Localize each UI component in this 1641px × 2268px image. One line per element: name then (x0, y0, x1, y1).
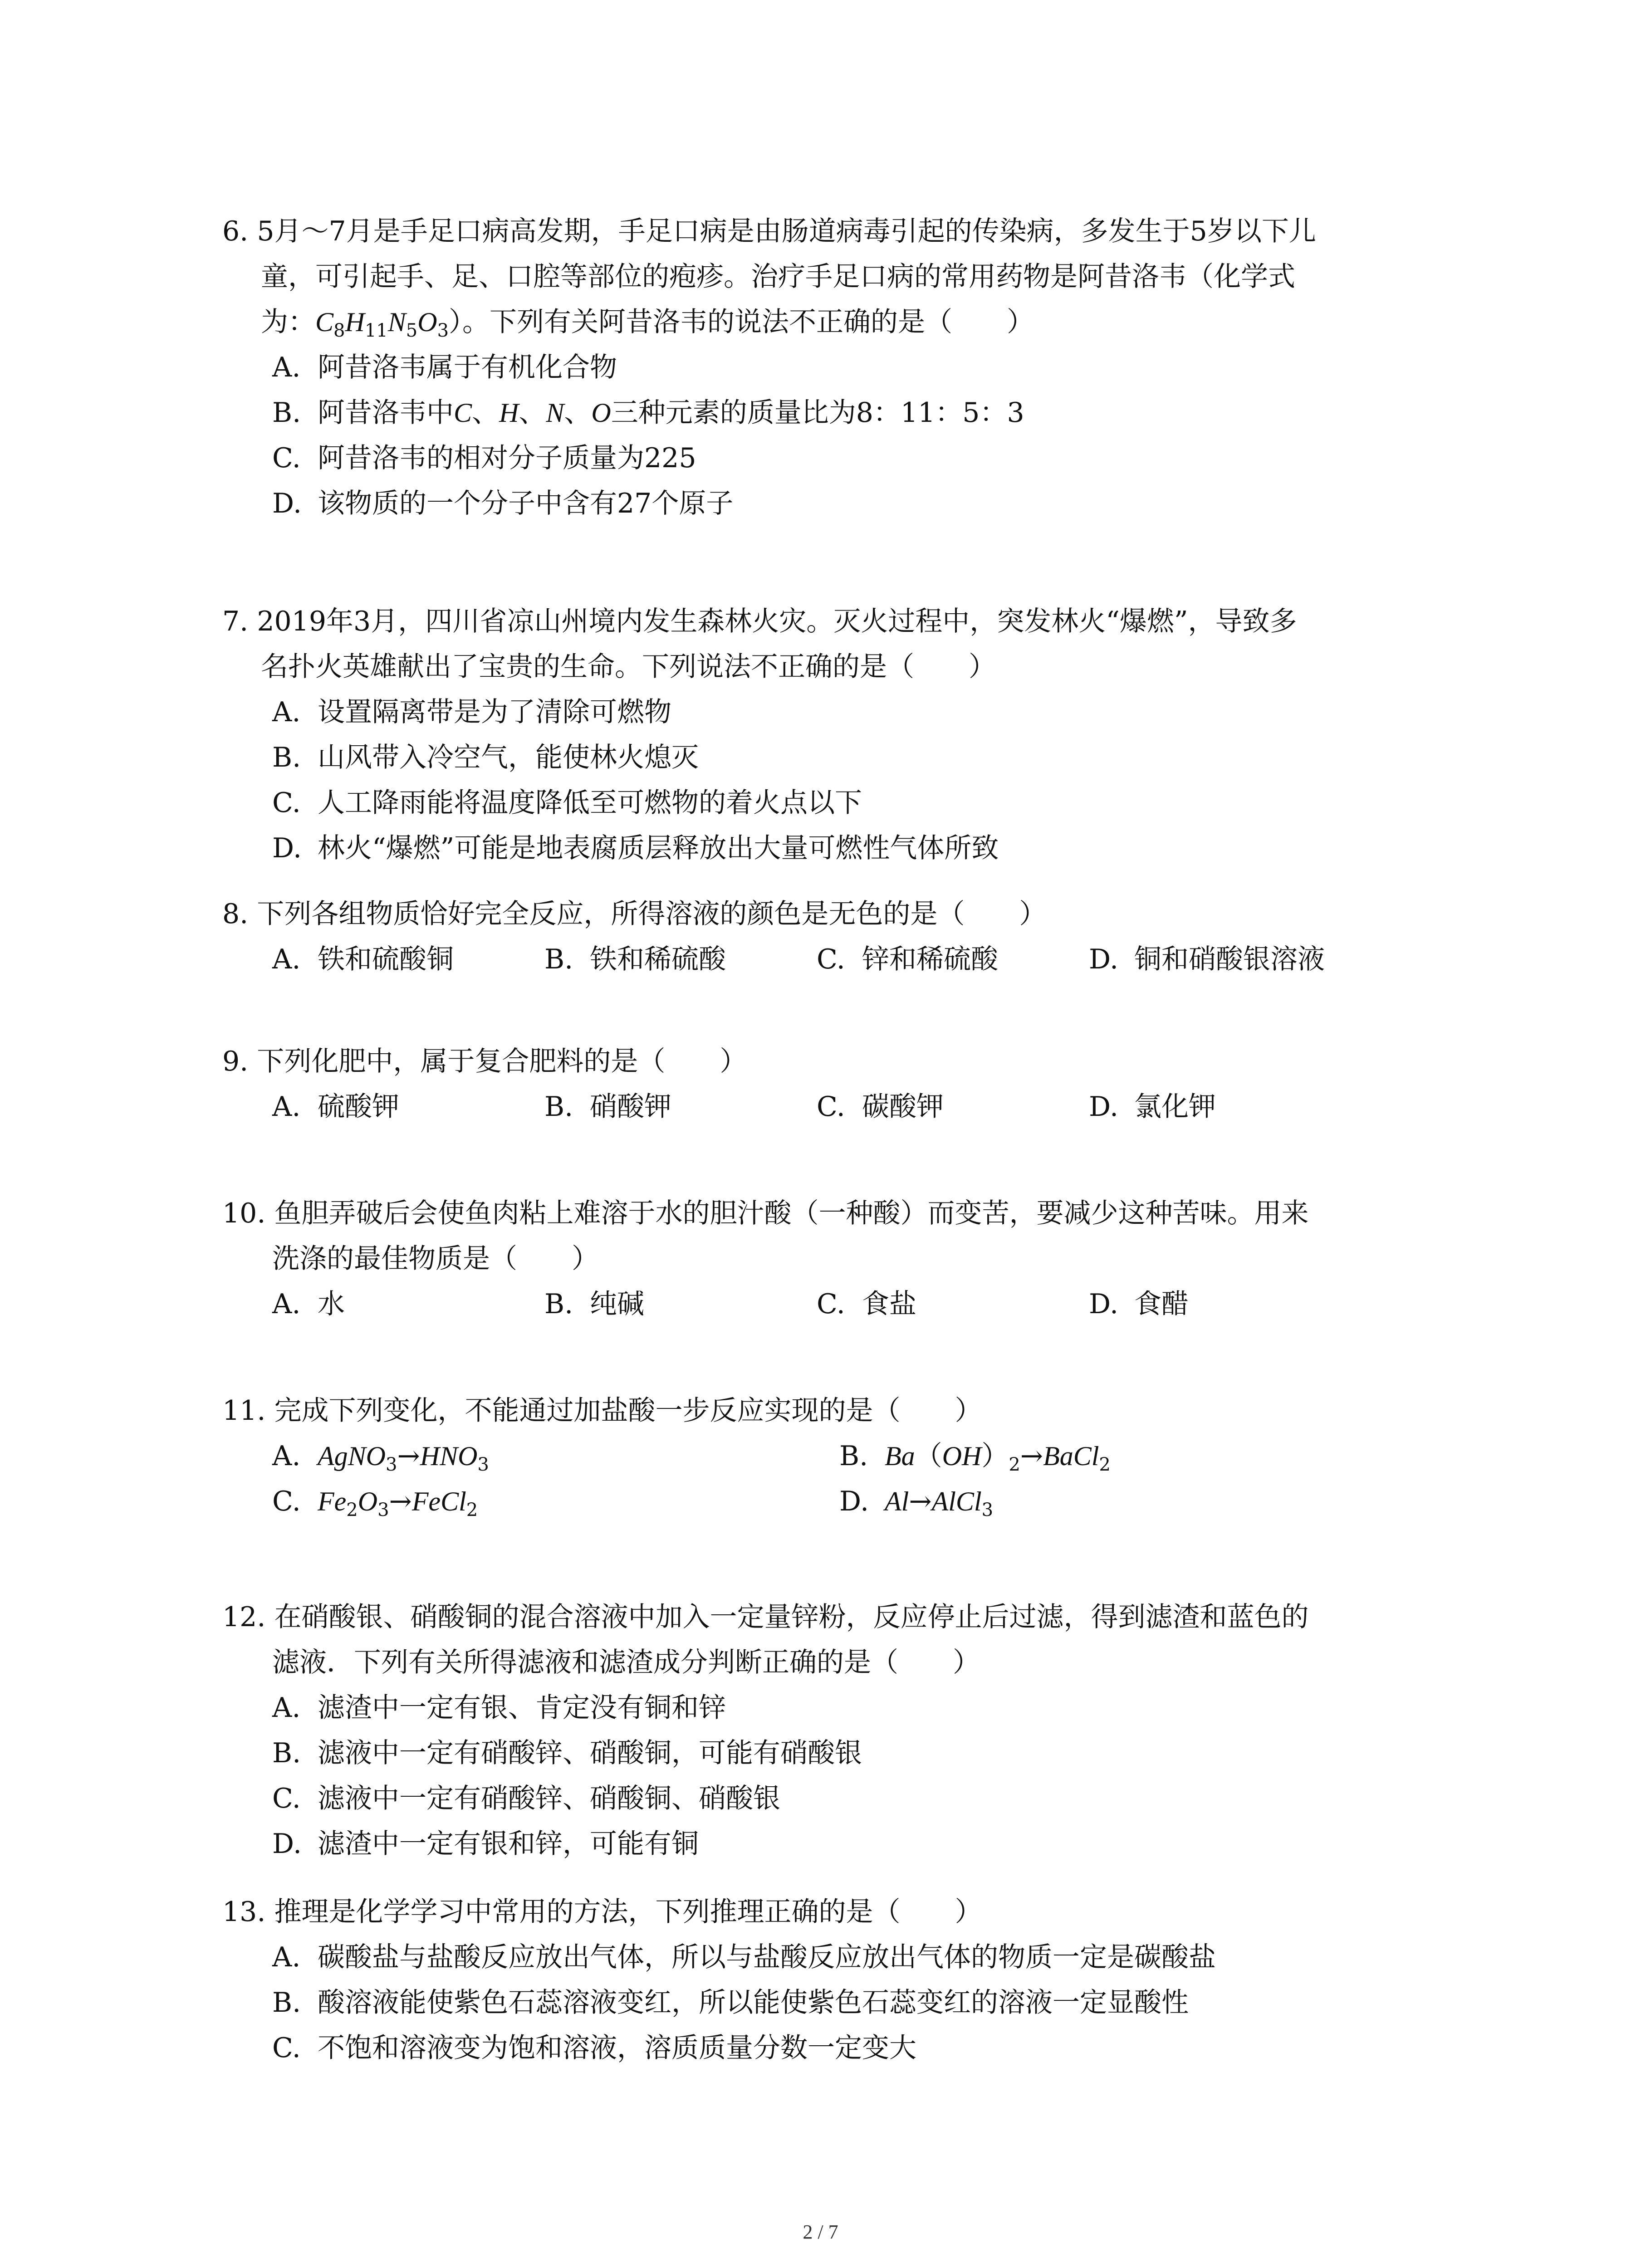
option-label: D. (1089, 1091, 1119, 1123)
stem-line (222, 299, 1447, 345)
question-1 (222, 599, 1447, 871)
option-a (272, 1433, 839, 1479)
stem-text: 在硝酸银、硝酸铜的混合溶液中加入一定量锌粉，反应停止后过滤，得到滤渣和蓝色的 (274, 1601, 1309, 1633)
question-number: 12. (222, 1601, 274, 1633)
option-text: 食盐 (862, 1288, 916, 1320)
option-row (272, 1433, 1447, 1479)
option-row (272, 1479, 1447, 1524)
option-label: C. (272, 1783, 301, 1814)
option-label: A. (272, 1692, 301, 1724)
question-0 (222, 209, 1447, 526)
option-text: 不饱和溶液变为饱和溶液，溶质质量分数一定变大 (318, 2032, 916, 2064)
option-label: C. (272, 442, 301, 474)
stem-line (222, 891, 1447, 937)
question-number: 6. (222, 215, 257, 247)
stem-line (222, 1594, 1447, 1640)
page-number: 2 / 7 (803, 2221, 838, 2243)
option-text: $Ba(OH)_2\to BaCl_2$ (885, 1440, 1111, 1475)
option-d (1089, 1281, 1361, 1327)
option-c (272, 1776, 1447, 1821)
option-list (222, 689, 1447, 871)
option-text: 铁和硫酸铜 (318, 943, 454, 975)
option-label: D. (272, 832, 302, 864)
question-stem (222, 1889, 1447, 1935)
question-stem (222, 1191, 1447, 1281)
option-b (272, 1980, 1447, 2025)
option-a (272, 1281, 544, 1327)
option-label: A. (272, 1941, 301, 1973)
option-a (272, 937, 544, 982)
option-text: 酸溶液能使紫色石蕊溶液变红，所以能使紫色石蕊变红的溶液一定显酸性 (318, 1987, 1189, 2019)
option-text: 锌和稀硫酸 (862, 943, 998, 975)
option-text: 水 (318, 1288, 345, 1320)
question-number: 8. (222, 898, 257, 930)
question-6 (222, 1594, 1447, 1867)
option-c (817, 1281, 1089, 1327)
option-row (272, 1084, 1447, 1129)
stem-text: 童，可引起手、足、口腔等部位的疱疹。治疗手足口病的常用药物是阿昔洛韦（化学式 (261, 261, 1295, 293)
question-2 (222, 891, 1447, 982)
option-label: C. (272, 2032, 301, 2064)
option-text: 硝酸钾 (590, 1091, 671, 1123)
option-text: 滤液中一定有硝酸锌、硝酸铜，可能有硝酸银 (318, 1737, 862, 1769)
option-label: B. (544, 1091, 573, 1123)
stem-line (222, 209, 1447, 254)
question-stem (222, 599, 1447, 689)
option-text: 阿昔洛韦中C、H、N、O三种元素的质量比为8：11：5：3 (318, 397, 1024, 429)
option-d (1089, 1084, 1361, 1129)
question-stem (222, 891, 1447, 937)
question-stem (222, 1039, 1447, 1084)
option-d (839, 1479, 1406, 1524)
option-label: A. (272, 1288, 301, 1320)
option-a (272, 689, 1447, 735)
option-c (272, 2025, 1447, 2071)
option-d (272, 1821, 1447, 1867)
option-text: 林火“爆燃”可能是地表腐质层释放出大量可燃性气体所致 (318, 832, 999, 864)
option-b (272, 390, 1447, 435)
question-number: 9. (222, 1046, 257, 1077)
question-5 (222, 1388, 1447, 1524)
stem-text: 下列化肥中，属于复合肥料的是（ ） (257, 1046, 747, 1077)
option-list (222, 1935, 1447, 2071)
option-label: A. (272, 1091, 301, 1123)
stem-line (222, 1640, 1447, 1685)
option-list (222, 345, 1447, 526)
stem-text: 洗涤的最佳物质是（ ） (272, 1243, 599, 1275)
option-label: B. (272, 1987, 301, 2019)
option-label: A. (272, 352, 301, 383)
option-text: Al→AlCl$_3$ (885, 1486, 994, 1520)
stem-line (222, 1889, 1447, 1935)
option-list (222, 937, 1447, 982)
option-c (272, 780, 1447, 826)
stem-line (222, 644, 1447, 689)
option-c (272, 435, 1447, 481)
option-text: $Fe_2O_3\to FeCl_2$ (318, 1486, 478, 1520)
question-4 (222, 1191, 1447, 1327)
option-label: A. (272, 943, 301, 975)
question-stem (222, 209, 1447, 345)
option-label: B. (272, 397, 301, 429)
option-a (272, 1685, 1447, 1730)
option-label: A. (272, 1440, 301, 1472)
option-text: 硫酸钾 (318, 1091, 399, 1123)
option-list (222, 1084, 1447, 1129)
option-text: 该物质的一个分子中含有27个原子 (318, 488, 734, 519)
option-label: C. (272, 1486, 301, 1517)
option-text: 设置隔离带是为了清除可燃物 (318, 696, 671, 728)
question-number: 10. (222, 1198, 274, 1229)
stem-text: 推理是化学学习中常用的方法，下列推理正确的是（ ） (274, 1896, 982, 1928)
option-text: 碳酸钾 (862, 1091, 944, 1123)
option-d (272, 481, 1447, 526)
option-text: 滤液中一定有硝酸锌、硝酸铜、硝酸银 (318, 1783, 780, 1814)
stem-line (222, 254, 1447, 299)
option-text: 人工降雨能将温度降低至可燃物的着火点以下 (318, 787, 862, 819)
option-d (1089, 937, 1361, 982)
stem-text: 2019年3月，四川省凉山州境内发生森林火灾。灭火过程中，突发林火“爆燃”，导致多 (257, 606, 1297, 637)
option-a (272, 1935, 1447, 1980)
question-number: 7. (222, 606, 257, 637)
option-b (272, 735, 1447, 780)
option-text: 纯碱 (590, 1288, 644, 1320)
option-label: B. (272, 742, 301, 773)
stem-text: 滤液．下列有关所得滤液和滤渣成分判断正确的是（ ） (272, 1647, 980, 1678)
option-text: 滤渣中一定有银、肯定没有铜和锌 (318, 1692, 726, 1724)
option-label: A. (272, 696, 301, 728)
option-text: 食醋 (1134, 1288, 1189, 1320)
stem-text: 鱼胆弄破后会使鱼肉粘上难溶于水的胆汁酸（一种酸）而变苦，要减少这种苦味。用来 (274, 1198, 1309, 1229)
option-label: C. (817, 943, 845, 975)
question-stem (222, 1594, 1447, 1685)
option-b (544, 1084, 817, 1129)
option-b (544, 1281, 817, 1327)
question-number: 13. (222, 1896, 274, 1928)
option-d (272, 826, 1447, 871)
option-c (817, 937, 1089, 982)
stem-line (222, 1388, 1447, 1433)
stem-line (222, 1236, 1447, 1281)
stem-text: 下列各组物质恰好完全反应，所得溶液的颜色是无色的是（ ） (257, 898, 1047, 930)
option-b (544, 937, 817, 982)
option-label: C. (817, 1091, 845, 1123)
option-label: C. (817, 1288, 845, 1320)
stem-text: 5月～7月是手足口病高发期，手足口病是由肠道病毒引起的传染病，多发生于5岁以下儿 (257, 215, 1316, 247)
option-list (222, 1433, 1447, 1524)
stem-text: 名扑火英雄献出了宝贵的生命。下列说法不正确的是（ ） (261, 651, 996, 683)
option-text: 山风带入冷空气，能使林火熄灭 (318, 742, 699, 773)
stem-line (222, 1039, 1447, 1084)
option-text: 铁和稀硫酸 (590, 943, 726, 975)
option-label: B. (544, 943, 573, 975)
option-b (839, 1433, 1406, 1479)
option-label: B. (839, 1440, 868, 1472)
option-row (272, 1281, 1447, 1327)
option-text: 铜和硝酸银溶液 (1134, 943, 1325, 975)
option-b (272, 1730, 1447, 1776)
question-7 (222, 1889, 1447, 2071)
option-label: D. (272, 1828, 302, 1860)
option-text: 碳酸盐与盐酸反应放出气体，所以与盐酸反应放出气体的物质一定是碳酸盐 (318, 1941, 1216, 1973)
stem-line (222, 599, 1447, 644)
option-label: D. (272, 488, 302, 519)
option-c (272, 1479, 839, 1524)
question-3 (222, 1039, 1447, 1129)
option-row (272, 937, 1447, 982)
option-text: $AgNO_3\to HNO_3$ (318, 1440, 489, 1475)
question-stem (222, 1388, 1447, 1433)
stem-text: 为：$C_8H_{11}N_5O_3$）。下列有关阿昔洛韦的说法不正确的是（ ） (261, 306, 1034, 341)
option-list (222, 1685, 1447, 1867)
stem-text: 完成下列变化，不能通过加盐酸一步反应实现的是（ ） (274, 1395, 982, 1427)
question-number: 11. (222, 1395, 274, 1427)
option-label: D. (839, 1486, 869, 1517)
option-a (272, 345, 1447, 390)
option-c (817, 1084, 1089, 1129)
option-label: B. (272, 1737, 301, 1769)
option-a (272, 1084, 544, 1129)
option-label: D. (1089, 1288, 1119, 1320)
option-text: 阿昔洛韦的相对分子质量为225 (318, 442, 696, 474)
stem-line (222, 1191, 1447, 1236)
option-label: D. (1089, 943, 1119, 975)
option-text: 氯化钾 (1134, 1091, 1216, 1123)
option-label: C. (272, 787, 301, 819)
option-text: 滤渣中一定有银和锌，可能有铜 (318, 1828, 699, 1860)
option-label: B. (544, 1288, 573, 1320)
option-list (222, 1281, 1447, 1327)
option-text: 阿昔洛韦属于有机化合物 (318, 352, 617, 383)
